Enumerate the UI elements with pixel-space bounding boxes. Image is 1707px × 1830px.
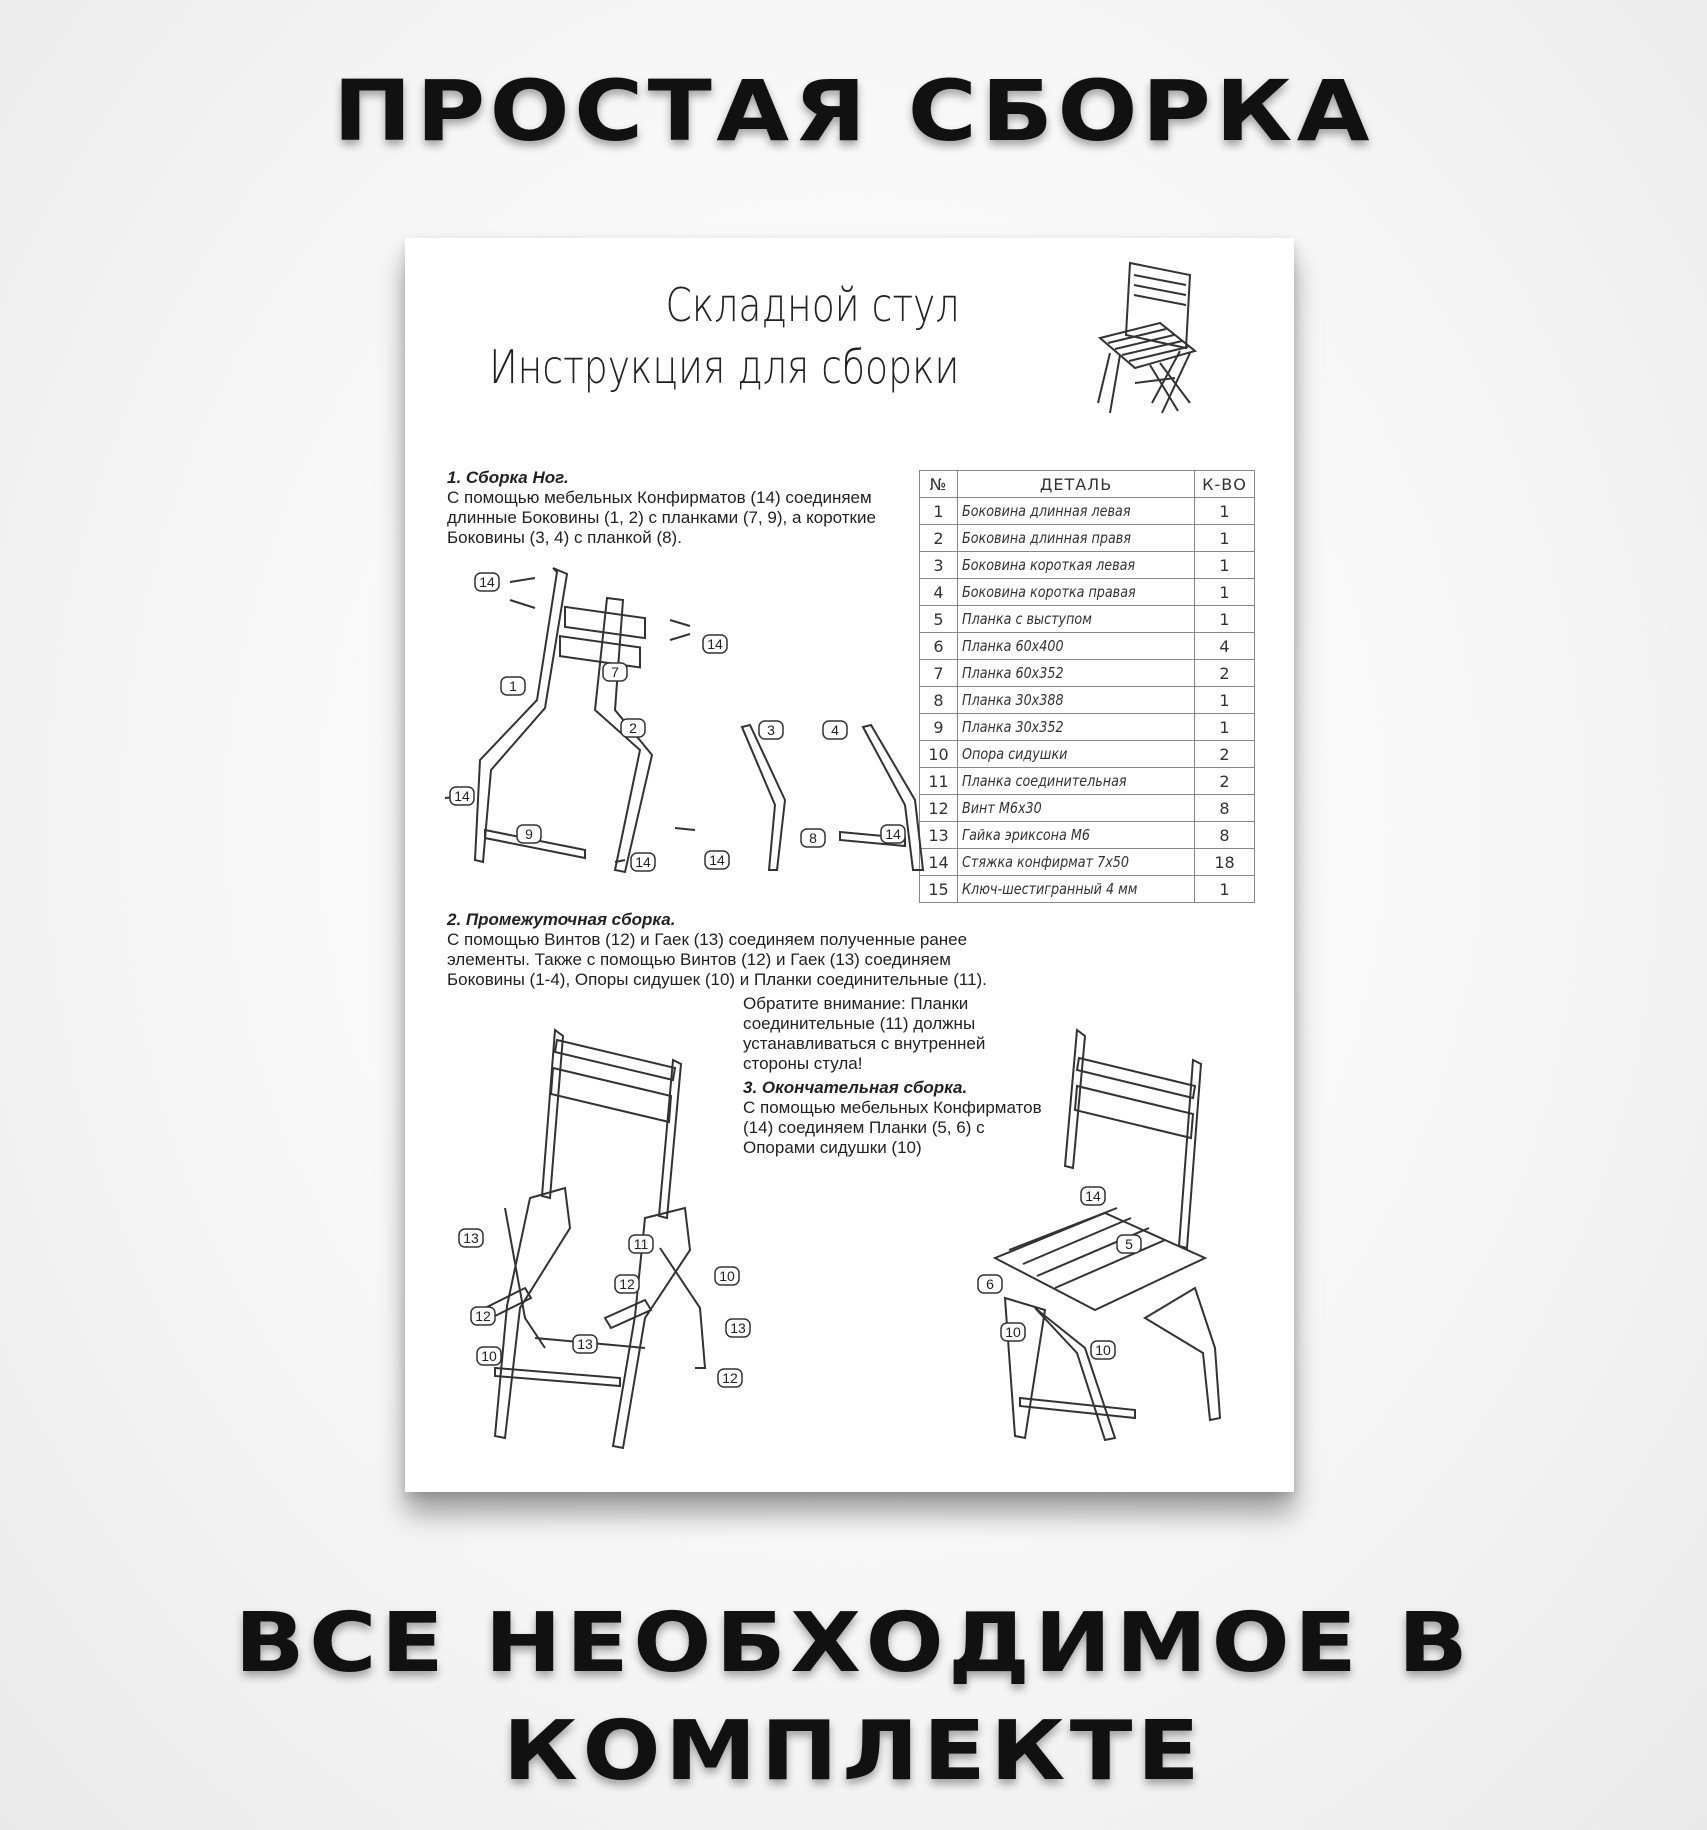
callout-marker: [471, 1307, 495, 1325]
part-qty: 4: [1195, 633, 1255, 660]
installation-note: Обратите внимание: Планки соединительные (11) должны устанавливаться с внутренней стороны стула!: [743, 994, 986, 1073]
callout-marker: [573, 1335, 597, 1353]
part-number: 8: [920, 687, 958, 714]
step3-diagram: [965, 1018, 1265, 1458]
callout-marker: [715, 1267, 739, 1285]
parts-table-row: [920, 795, 1255, 822]
part-qty: 1: [1195, 687, 1255, 714]
part-name: [958, 714, 1195, 741]
callout-number: 12: [475, 1308, 491, 1324]
step2-heading: 2. Промежуточная сборка.: [447, 910, 676, 929]
callout-number: 13: [577, 1336, 593, 1352]
part-number: 3: [920, 552, 958, 579]
callout-marker: [718, 1369, 742, 1387]
part-name-text: Ключ-шестигранный 4 мм: [962, 880, 1138, 898]
instruction-sheet: [405, 238, 1294, 1492]
callout-marker: [621, 719, 645, 737]
part-name: [958, 687, 1195, 714]
header-number: №: [920, 471, 958, 498]
part-name-text: Боковина длинная левая: [962, 502, 1131, 520]
step2-diagram: [445, 1018, 775, 1458]
parts-table-row: [920, 741, 1255, 768]
step2-text: С помощью Винтов (12) и Гаек (13) соединяем полученные ранее элементы. Также с помощью Винтов (12) и Гаек (13) соединяем Боковины (1-4), Опоры сидушек (10) и Планки соединительные (11).: [447, 930, 987, 989]
banner-bottom: [0, 1590, 1707, 1806]
banner-title: ПРОСТАЯ СБОРКА: [332, 62, 1375, 160]
callout-marker: [517, 825, 541, 843]
callout-marker: [631, 853, 655, 871]
part-name: [958, 606, 1195, 633]
part-name-text: Боковина коротка правая: [962, 583, 1136, 601]
callout-marker: [759, 721, 783, 739]
part-qty: 2: [1195, 768, 1255, 795]
callout-number: 4: [831, 722, 839, 738]
callout-marker: [726, 1319, 750, 1337]
callout-marker: [705, 851, 729, 869]
callout-marker: [823, 721, 847, 739]
part-name-text: Стяжка конфирмат 7х50: [962, 853, 1129, 871]
part-name-text: Планка 30х388: [962, 691, 1064, 709]
parts-table-row: [920, 606, 1255, 633]
callout-marker: [881, 825, 905, 843]
banner-bottom-line2: КОМПЛЕКТЕ: [502, 1704, 1205, 1799]
step2-block: [447, 910, 987, 990]
part-name-text: Планка 30х352: [962, 718, 1064, 736]
part-number: 2: [920, 525, 958, 552]
part-number: 5: [920, 606, 958, 633]
part-qty: 1: [1195, 579, 1255, 606]
callout-marker: [603, 663, 627, 681]
part-name-text: Планка 60х400: [962, 637, 1064, 655]
callout-marker: [629, 1235, 653, 1253]
header-qty: К-ВО: [1195, 471, 1255, 498]
step1-text: С помощью мебельных Конфирматов (14) соединяем длинные Боковины (1, 2) с планками (7, 9), а короткие Боковины (3, 4) с планкой (8).: [447, 488, 876, 547]
parts-table-row: [920, 768, 1255, 795]
part-name: [958, 822, 1195, 849]
callout-number: 7: [611, 664, 619, 680]
part-qty: 8: [1195, 822, 1255, 849]
part-qty: 1: [1195, 525, 1255, 552]
banner-bottom-line1: ВСЕ НЕОБХОДИМОЕ В: [234, 1596, 1473, 1691]
step3-heading: 3. Окончательная сборка.: [743, 1078, 968, 1097]
callout-number: 11: [633, 1236, 649, 1252]
callout-number: 5: [1125, 1236, 1133, 1252]
parts-table-row: [920, 822, 1255, 849]
callout-number: 14: [635, 854, 651, 870]
step1-block: [447, 468, 876, 548]
parts-table-row: [920, 714, 1255, 741]
callout-marker: [1091, 1341, 1115, 1359]
parts-table-row: [920, 498, 1255, 525]
callout-number: 14: [885, 826, 901, 842]
header-part: ДЕТАЛЬ: [958, 471, 1195, 498]
part-qty: 1: [1195, 606, 1255, 633]
callout-number: 2: [629, 720, 637, 736]
part-name-text: Планка с выступом: [962, 610, 1092, 628]
part-name-text: Планка соединительная: [962, 772, 1127, 790]
part-qty: 2: [1195, 660, 1255, 687]
callout-number: 14: [454, 788, 470, 804]
part-number: 6: [920, 633, 958, 660]
callout-marker: [1117, 1235, 1141, 1253]
part-number: 10: [920, 741, 958, 768]
part-number: 7: [920, 660, 958, 687]
callout-marker: [1001, 1323, 1025, 1341]
callout-marker: [475, 573, 499, 591]
part-number: 9: [920, 714, 958, 741]
callout-number: 9: [525, 826, 533, 842]
parts-table-header: [920, 471, 1255, 498]
part-name: [958, 552, 1195, 579]
part-name: [958, 849, 1195, 876]
part-name: [958, 498, 1195, 525]
sheet-title: Складной стул: [665, 278, 959, 332]
sheet-subtitle: Инструкция для сборки: [488, 340, 959, 394]
part-name-text: Гайка эриксона М6: [962, 826, 1090, 844]
part-name: [958, 876, 1195, 903]
callout-marker: [801, 829, 825, 847]
part-number: 4: [920, 579, 958, 606]
callout-number: 8: [809, 830, 817, 846]
callout-number: 14: [479, 574, 495, 590]
callout-number: 10: [481, 1348, 497, 1364]
part-name: [958, 768, 1195, 795]
part-qty: 1: [1195, 876, 1255, 903]
part-name-text: Боковина короткая левая: [962, 556, 1136, 574]
part-number: 1: [920, 498, 958, 525]
part-name-text: Боковина длинная правя: [962, 529, 1131, 547]
callout-marker: [459, 1229, 483, 1247]
part-name: [958, 633, 1195, 660]
callout-number: 10: [719, 1268, 735, 1284]
callout-number: 14: [709, 852, 725, 868]
chair-thumbnail-image: [1090, 253, 1205, 428]
parts-table-row: [920, 579, 1255, 606]
parts-table-row: [920, 552, 1255, 579]
callout-number: 14: [1085, 1188, 1101, 1204]
callout-number: 10: [1095, 1342, 1111, 1358]
part-name: [958, 579, 1195, 606]
part-qty: 18: [1195, 849, 1255, 876]
part-number: 13: [920, 822, 958, 849]
part-name: [958, 795, 1195, 822]
callout-marker: [477, 1347, 501, 1365]
parts-table-row: [920, 849, 1255, 876]
callout-number: 3: [767, 722, 775, 738]
callout-number: 13: [730, 1320, 746, 1336]
callout-number: 14: [707, 636, 723, 652]
part-number: 14: [920, 849, 958, 876]
callout-marker: [501, 677, 525, 695]
part-qty: 1: [1195, 714, 1255, 741]
part-number: 11: [920, 768, 958, 795]
callout-number: 12: [722, 1370, 738, 1386]
step3-text: С помощью мебельных Конфирматов (14) соединяем Планки (5, 6) с Опорами сидушки (10): [743, 1098, 1042, 1157]
callout-marker: [978, 1275, 1002, 1293]
callout-number: 10: [1005, 1324, 1021, 1340]
callout-marker: [450, 787, 474, 805]
part-name: [958, 741, 1195, 768]
step1-heading: 1. Сборка Ног.: [447, 468, 569, 487]
part-name-text: Планка 60х352: [962, 664, 1064, 682]
parts-table-row: [920, 660, 1255, 687]
callout-number: 1: [509, 678, 517, 694]
part-qty: 8: [1195, 795, 1255, 822]
callout-marker: [703, 635, 727, 653]
callout-marker: [615, 1275, 639, 1293]
part-number: 12: [920, 795, 958, 822]
callout-number: 12: [619, 1276, 635, 1292]
parts-table: [919, 470, 1255, 903]
part-name: [958, 525, 1195, 552]
callout-number: 13: [463, 1230, 479, 1246]
parts-table-row: [920, 876, 1255, 903]
part-number: 15: [920, 876, 958, 903]
part-qty: 1: [1195, 552, 1255, 579]
parts-table-row: [920, 687, 1255, 714]
parts-table-row: [920, 525, 1255, 552]
step1-diagram: [445, 560, 915, 890]
part-name: [958, 660, 1195, 687]
parts-table-row: [920, 633, 1255, 660]
part-qty: 2: [1195, 741, 1255, 768]
callout-number: 6: [986, 1276, 994, 1292]
part-qty: 1: [1195, 498, 1255, 525]
note-block: [743, 994, 985, 1074]
part-name-text: Винт М6х30: [962, 799, 1042, 817]
part-name-text: Опора сидушки: [962, 745, 1068, 763]
callout-marker: [1081, 1187, 1105, 1205]
